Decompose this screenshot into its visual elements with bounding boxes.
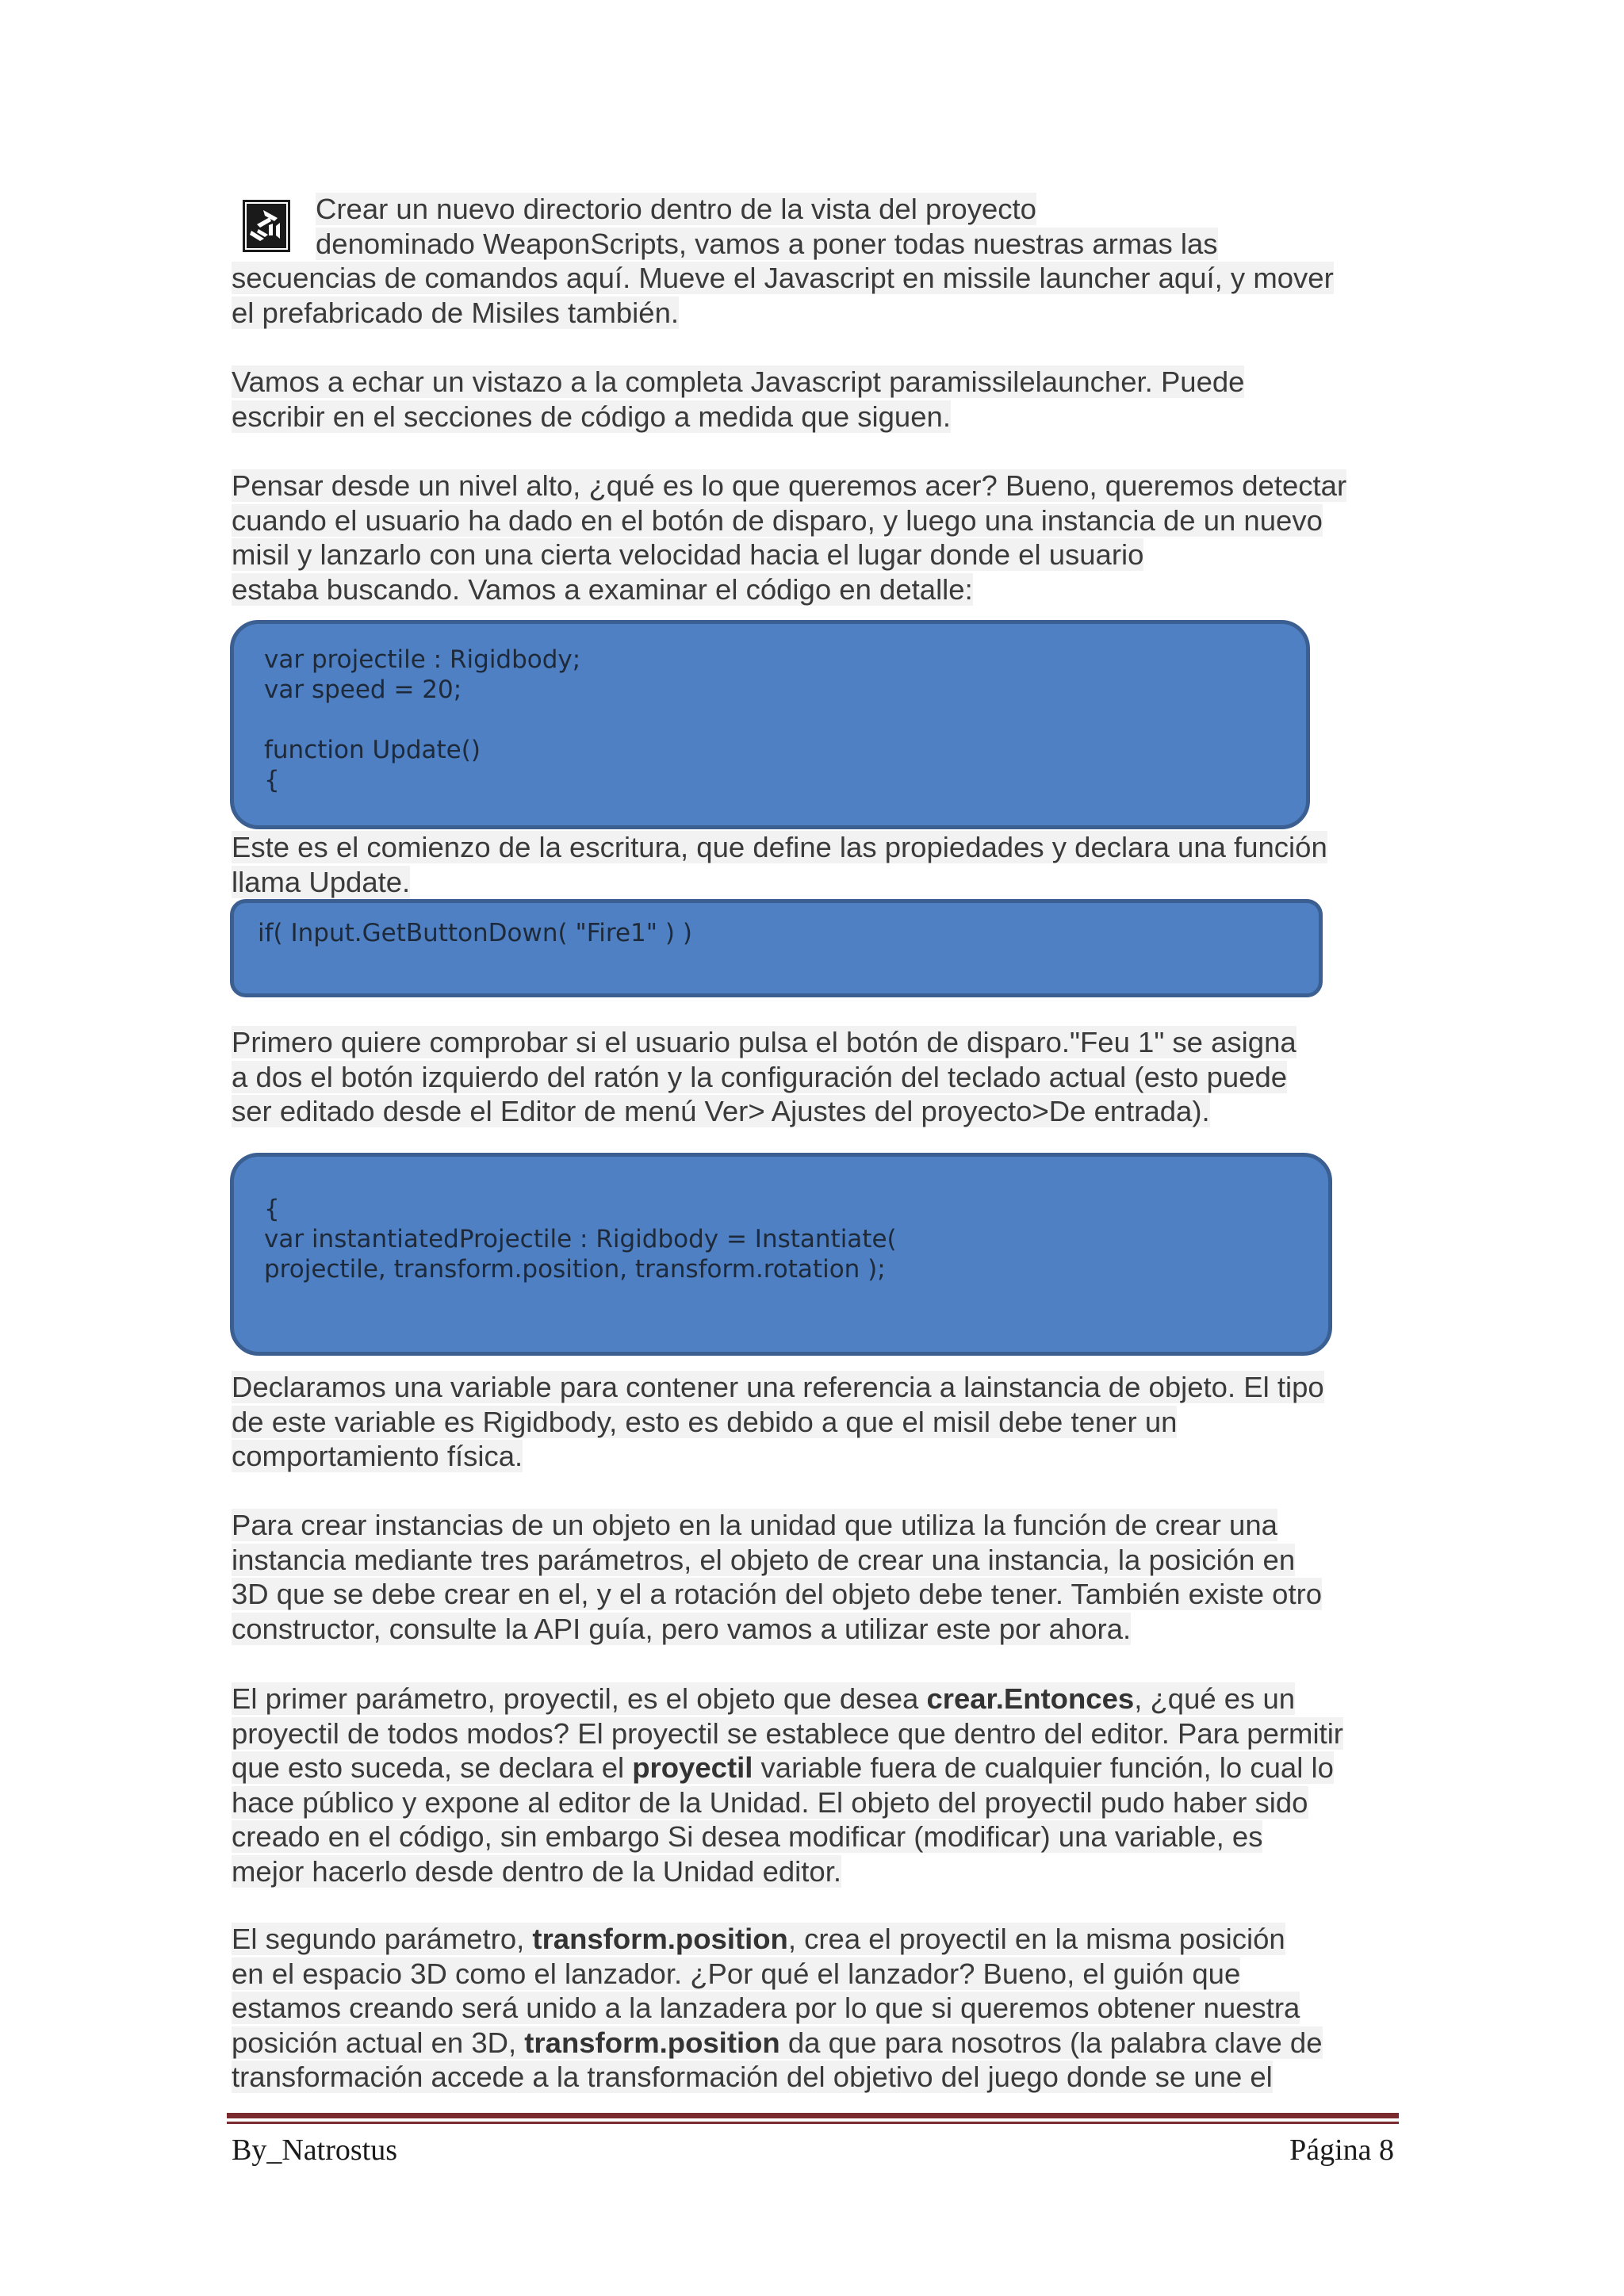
- paragraph-9: [232, 1922, 1389, 2095]
- code-block-2: [230, 899, 1323, 997]
- text-fragment: que esto suceda, se declara el: [232, 1751, 633, 1784]
- paragraph-3: [232, 469, 1389, 607]
- text-line: denominado WeaponScripts, vamos a poner todas nuestras armas las: [316, 227, 1218, 260]
- paragraph-5: [232, 1025, 1389, 1129]
- bold-term: proyectil: [632, 1751, 753, 1784]
- text-line: comportamiento física.: [232, 1440, 523, 1472]
- text-fragment: El primer parámetro, proyectil, es el objeto que desea: [232, 1682, 927, 1715]
- text-fragment: El segundo parámetro,: [232, 1923, 533, 1955]
- text-fragment: , ¿qué es un: [1134, 1682, 1296, 1715]
- text-fragment: posición actual en 3D,: [232, 2026, 525, 2059]
- text-line: el prefabricado de Misiles también.: [232, 296, 680, 329]
- text-fragment: da que para nosotros (la palabra clave de: [779, 2026, 1323, 2059]
- code-block-3-text: { var instantiatedProjectile : Rigidbody = Instantiate( projectile, transform.position, transform.rotation );: [264, 1195, 897, 1284]
- text-line: a dos el botón izquierdo del ratón y la configuración del teclado actual (esto puede: [232, 1060, 1288, 1093]
- text-line: misil y lanzarlo con una cierta velocidad hacia el lugar donde el usuario: [232, 538, 1144, 571]
- text-line: Para crear instancias de un objeto en la unidad que utiliza la función de crear una: [232, 1509, 1277, 1541]
- text-line: Declaramos una variable para contener una referencia a lainstancia de objeto. El tipo: [232, 1371, 1324, 1403]
- text-line: Crear un nuevo directorio dentro de la vista del proyecto: [316, 193, 1036, 225]
- paragraph-7: [232, 1508, 1389, 1646]
- bold-term: transform.position: [532, 1923, 788, 1955]
- text-fragment: , crea el proyectil en la misma posición: [787, 1923, 1285, 1955]
- bold-term: crear.Entonces: [926, 1682, 1135, 1715]
- text-line: secuencias de comandos aquí. Mueve el Javascript en missile launcher aquí, y mover: [232, 262, 1334, 294]
- paragraph-4: [232, 830, 1389, 899]
- footer-rule: [227, 2113, 1399, 2118]
- code-block-2-text: if( Input.GetButtonDown( "Fire1" ) ): [258, 919, 692, 947]
- text-line: llama Update.: [232, 865, 411, 898]
- text-line: 3D que se debe crear en el, y el a rotación del objeto debe tener. También existe otro: [232, 1578, 1323, 1610]
- text-line: en el espacio 3D como el lanzador. ¿Por qué el lanzador? Bueno, el guión que: [232, 1957, 1241, 1990]
- text-line: mejor hacerlo desde dentro de la Unidad editor.: [232, 1854, 842, 1888]
- text-line: escribir en el secciones de código a medida que siguen.: [232, 400, 951, 433]
- text-line: Este es el comienzo de la escritura, que define las propiedades y declara una función: [232, 831, 1327, 863]
- text-line: estaba buscando. Vamos a examinar el código en detalle:: [232, 572, 973, 606]
- text-line: proyectil de todos modos? El proyectil se establece que dentro del editor. Para permitir: [232, 1716, 1343, 1750]
- paragraph-6: [232, 1370, 1389, 1474]
- text-line: creado en el código, sin embargo Si desea modificar (modificar) una variable, es: [232, 1820, 1263, 1853]
- paragraph-8: [232, 1682, 1389, 1888]
- text-fragment: variable fuera de cualquier función, lo cual lo: [753, 1751, 1334, 1784]
- paragraph-1: [232, 192, 1389, 330]
- text-line: instancia mediante tres parámetros, el objeto de crear una instancia, la posición en: [232, 1543, 1296, 1576]
- text-line: Vamos a echar un vistazo a la completa Javascript paramissilelauncher. Puede: [232, 365, 1245, 398]
- footer-rule-thin: [227, 2122, 1399, 2124]
- footer-page-number: Página 8: [1289, 2133, 1394, 2167]
- text-line: Pensar desde un nivel alto, ¿qué es lo que queremos acer? Bueno, queremos detectar: [232, 469, 1347, 502]
- text-line: de este variable es Rigidbody, esto es debido a que el misil debe tener un: [232, 1405, 1178, 1438]
- text-line: transformación accede a la transformación del objetivo del juego donde se une el: [232, 2061, 1273, 2093]
- text-line: ser editado desde el Editor de menú Ver> Ajustes del proyecto>De entrada).: [232, 1095, 1210, 1127]
- bold-term: transform.position: [524, 2026, 780, 2059]
- text-line: Primero quiere comprobar si el usuario pulsa el botón de disparo."Feu 1" se asigna: [232, 1026, 1297, 1058]
- text-line: constructor, consulte la API guía, pero vamos a utilizar este por ahora.: [232, 1612, 1132, 1645]
- text-line: cuando el usuario ha dado en el botón de disparo, y luego una instancia de un nuevo: [232, 503, 1323, 537]
- text-line: hace público y expone al editor de la Unidad. El objeto del proyectil pudo haber sido: [232, 1785, 1308, 1819]
- footer-author: By_Natrostus: [232, 2133, 397, 2167]
- code-block-1-text: var projectile : Rigidbody; var speed = 20; function Update() {: [264, 645, 581, 794]
- paragraph-2: [232, 365, 1389, 434]
- text-line: estamos creando será unido a la lanzadera por lo que si queremos obtener nuestra: [232, 1992, 1300, 2024]
